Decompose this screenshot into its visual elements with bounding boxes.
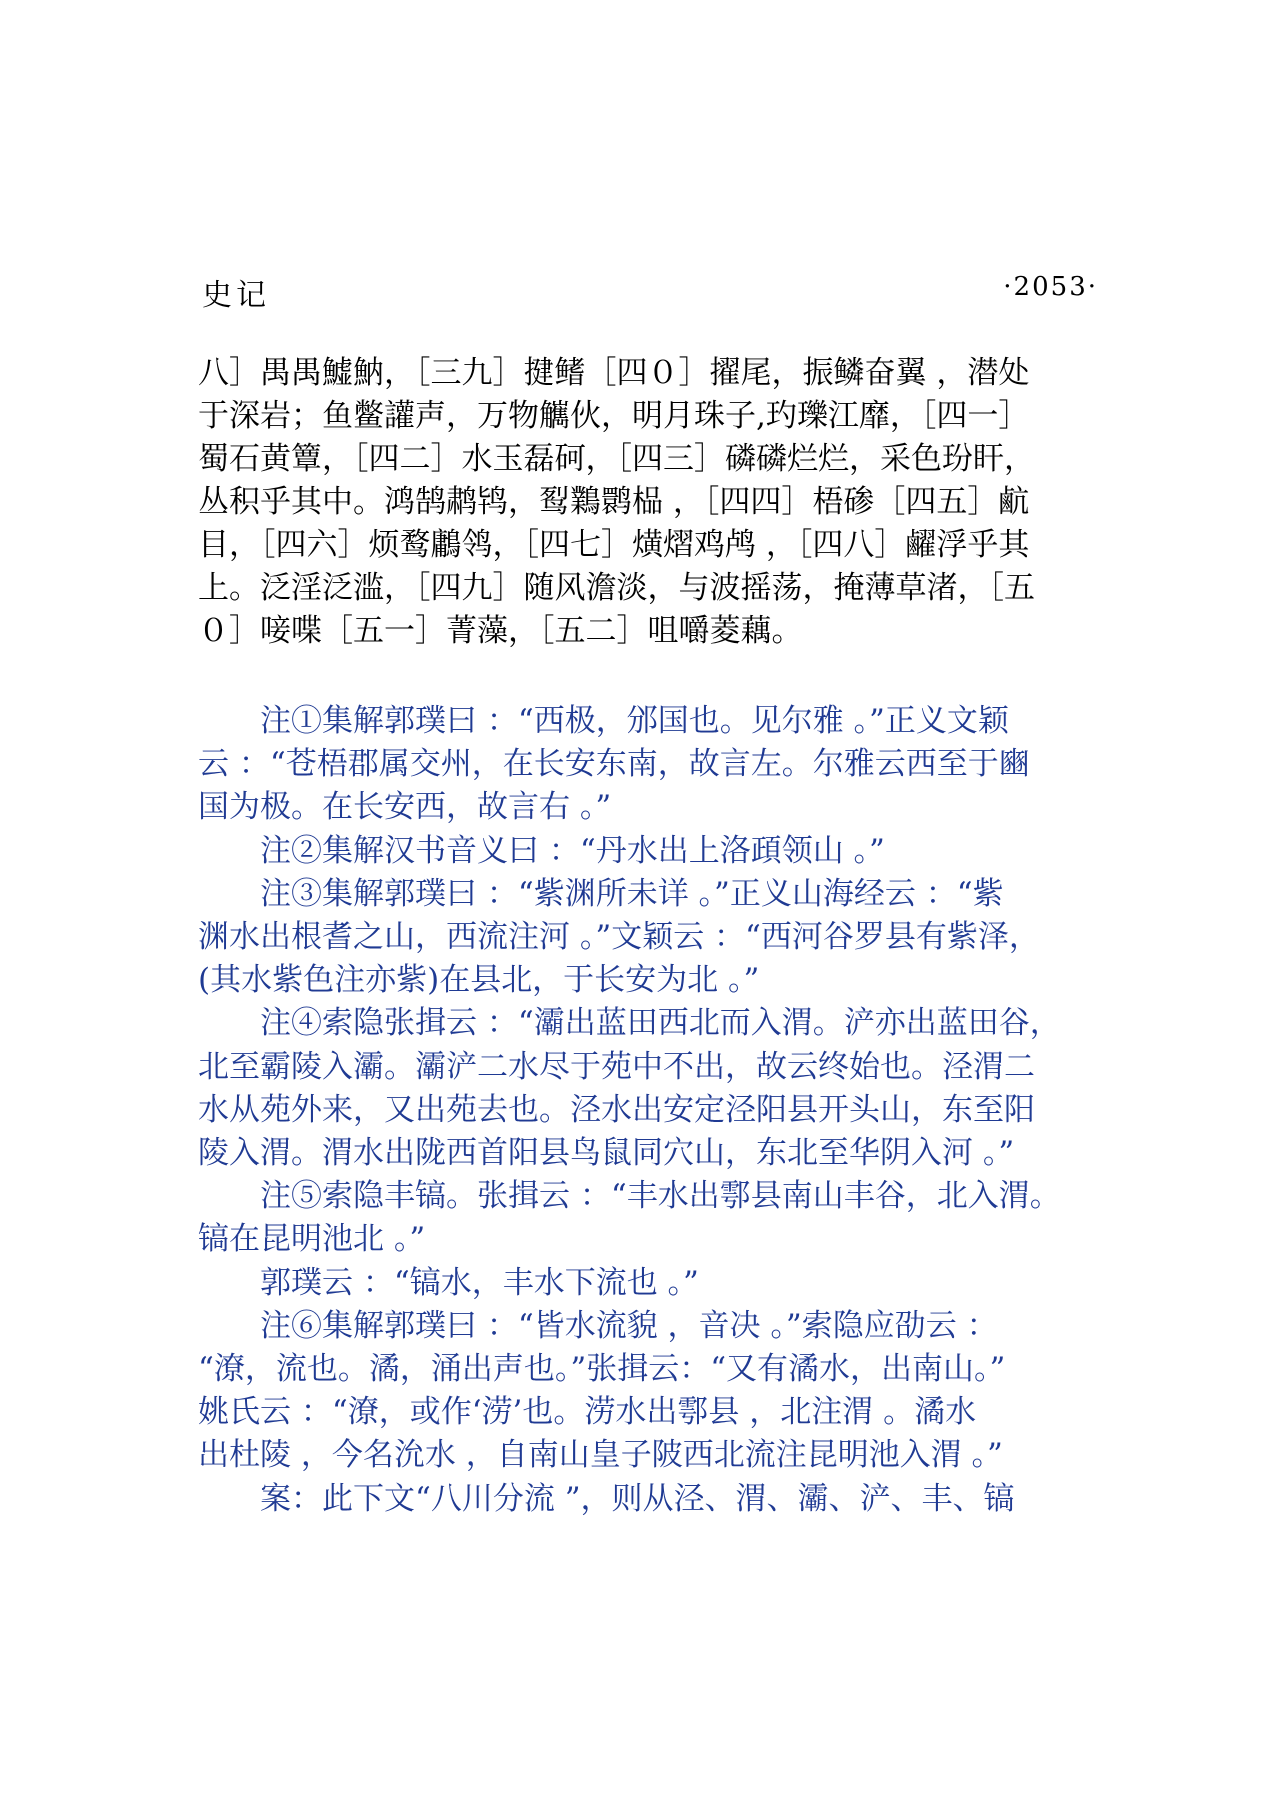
note-line: 注⑤索隐丰镐。张揖云 ：“丰水出鄠县南山丰谷，北入渭。 [260, 1178, 1061, 1215]
main-text-line: 八］禺禺鱋魶，［三九］揵鳍［四０］擢尾，振鳞奋翼 ，潜处 [198, 355, 1030, 391]
annotation-block [198, 700, 1098, 1521]
note-line: 注④索隐张揖云 ：“灞出蓝田西北而入渭。浐亦出蓝田谷， [260, 1005, 1061, 1042]
page-header [198, 270, 1098, 313]
book-title: 史记 [202, 278, 270, 313]
note-line: 云 ：“苍梧郡属交州，在长安东南，故言左。尔雅云西至于豳 [198, 746, 1030, 783]
note-line: 水从苑外来，又出苑去也。泾水出安定泾阳县开头山，东至阳 [198, 1091, 1035, 1128]
main-text-line: 上。泛淫泛滥，［四九］随风澹淡，与波摇荡，掩薄草渚，［五 [198, 570, 1035, 606]
main-text-line: 蜀石黄簟，［四二］水玉磊砢，［四三］磷磷烂烂，采色玢盰， [198, 441, 1035, 477]
main-text-line: 丛积乎其中。鸿鹄鹔鸨，䴕鸈鹮榀 ，［四四］梧碜［四五］䴚 [198, 484, 1030, 520]
page-number: ·2053· [1003, 272, 1098, 302]
note-line: 注②集解汉书音义曰 ：“丹水出上洛頙领山 。” [260, 832, 885, 869]
note-line: 国为极。在长安西，故言右 。” [198, 789, 612, 826]
main-text-line: ０］唼喋［五一］菁藻，［五二］咀嚼菱藕。 [198, 613, 803, 649]
note-line: 出杜陵 ，今名沇水 ，自南山皇子陂西北流注昆明池入渭 。” [198, 1437, 1003, 1474]
note-line: 北至霸陵入灞。灞浐二水尽于苑中不出，故云终始也。泾渭二 [198, 1048, 1035, 1085]
note-line: 注③集解郭璞曰 ：“紫渊所未详 。”正义山海经云 ：“紫 [260, 875, 1004, 912]
note-line: “潦，流也。潏，涌出声也。”张揖云：“又有潏水，出南山。” [198, 1351, 1006, 1388]
note-line: 案：此下文“八川分流 ”，则从泾、渭、灞、浐、丰、镐 [260, 1480, 1015, 1517]
note-line: 注⑥集解郭璞曰 ：“皆水流貌 ，音决 。”索隐应劭云 ： [260, 1307, 998, 1344]
note-line: 陵入渭。渭水出陇西首阳县鸟鼠同穴山，东北至华阴入河 。” [198, 1135, 1015, 1172]
note-line: (其水紫色注亦紫)在县北，于长安为北 。” [198, 962, 760, 999]
note-line: 姚氏云 ：“潦，或作‘涝’也。涝水出鄠县 ，北注渭 。潏水 [198, 1394, 977, 1431]
main-text-block [198, 352, 1098, 653]
note-line: 郭璞云 ：“镐水，丰水下流也 。” [260, 1264, 699, 1301]
note-line: 渊水出根耆之山，西流注河 。”文颖云 ：“西河谷罗县有紫泽， [198, 919, 1040, 956]
book-page [198, 0, 1098, 1795]
main-text-line: 目，［四六］烦鹜鷛鸰，［四七］熿熠鸡鸬 ，［四八］䴞浮乎其 [198, 527, 1030, 563]
note-line: 镐在昆明池北 。” [198, 1221, 426, 1258]
main-text-line: 于深岩；鱼鳖讙声，万物觽伙，明月珠子,玓瓅江靡，［四一］ [198, 398, 1030, 434]
note-line: 注①集解郭璞曰 ：“西极，邠国也。见尔雅 。”正义文颖 [260, 703, 1009, 739]
